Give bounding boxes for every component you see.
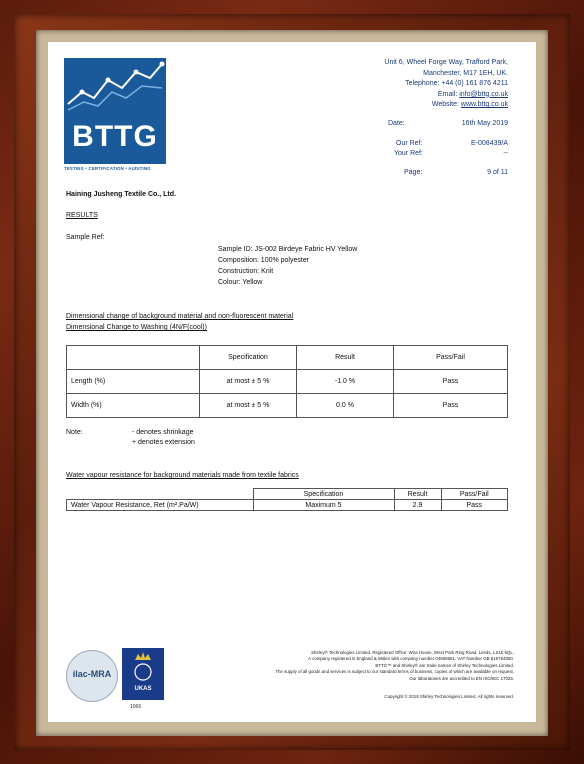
website-label: Website: xyxy=(431,101,461,108)
ukas-text: UKAS xyxy=(134,686,152,692)
table-header-row xyxy=(67,489,508,500)
table-cell: Pass xyxy=(394,370,508,394)
sample-id: Sample ID: JS-002 Birdeye Fabric HV Yellow xyxy=(218,246,358,253)
note-label: Note: xyxy=(66,429,83,436)
footer-line: A company registered in England & Wales with company number 04669651. VAT Number GB 816764800. xyxy=(308,656,514,662)
date-value: 16th May 2019 xyxy=(461,120,508,127)
row-label: Length (%) xyxy=(67,370,200,394)
header-cell: Pass/Fail xyxy=(394,346,508,370)
date-label: Date: xyxy=(388,120,405,127)
section2-title: Water vapour resistance for background materials made from textile fabrics xyxy=(66,472,299,479)
table-row xyxy=(67,394,508,418)
table-cell: Maximum 5 xyxy=(253,500,394,511)
ourref-value: E-008439/A xyxy=(471,140,508,147)
sample-ref-label: Sample Ref: xyxy=(66,234,105,241)
ilac-text: ilac-MRA xyxy=(72,669,112,679)
header-cell xyxy=(67,489,254,500)
copyright: Copyright © 2019 Shirley Technologies Limited. All rights reserved. xyxy=(384,694,514,699)
sample-composition: Composition: 100% polyester xyxy=(218,257,310,264)
table-cell: at most ± 5 % xyxy=(200,394,297,418)
certificate-page xyxy=(48,42,536,722)
yourref-label: Your Ref: xyxy=(394,150,423,157)
telephone: Telephone: +44 (0) 161 876 4211 xyxy=(405,80,508,87)
address-line-2: Manchester, M17 1EH, UK. xyxy=(423,69,508,77)
page-value: 9 of 11 xyxy=(487,169,508,176)
header-cell: Result xyxy=(297,346,394,370)
address-line-1: Unit 6, Wheel Forge Way, Trafford Park, xyxy=(384,59,508,66)
logo-tagline: TESTING • CERTIFICATION • AUDITING xyxy=(64,166,151,171)
footer-text xyxy=(275,650,514,682)
page-label: Page: xyxy=(404,169,423,176)
bttg-logo xyxy=(64,58,166,164)
note-line-1: - denotes shrinkage xyxy=(132,429,194,436)
table-cell: at most ± 5 % xyxy=(200,370,297,394)
row-label: Water Vapour Resistance, Ret (m².Pa/W) xyxy=(67,500,254,511)
email-link[interactable]: info@bttg.co.uk xyxy=(459,90,508,98)
header-cell: Specification xyxy=(253,489,394,500)
crown-icon xyxy=(122,648,164,684)
email-label: Email: xyxy=(437,90,460,98)
ourref-label: Our Ref: xyxy=(396,140,423,147)
ukas-logo xyxy=(122,648,164,700)
client-name: Haining Jusheng Textile Co., Ltd. xyxy=(66,191,176,198)
table-cell: Pass xyxy=(394,394,508,418)
table-row xyxy=(67,500,508,511)
section1-title: Dimensional change of background material and non-fluorescent material xyxy=(66,313,294,320)
yourref-value: -- xyxy=(503,150,508,157)
logo-text: BTTG xyxy=(72,120,158,153)
table-row xyxy=(67,370,508,394)
sample-construction: Construction: Knit xyxy=(218,268,274,275)
section1-subtitle: Dimensional Change to Washing (4N/F(cool)) xyxy=(66,324,207,331)
table-cell: 0.0 % xyxy=(297,394,394,418)
header-cell: Pass/Fail xyxy=(441,489,508,500)
ukas-number: 1066 xyxy=(130,704,142,710)
footer-line: Shirley® Technologies Limited. Registered Office: Wira House, West Park Ring Road, Leeds, LS16 6QL. xyxy=(311,650,514,655)
footer-line: Our laboratories are accredited to EN ISO/IEC 17025. xyxy=(409,675,514,681)
sample-colour: Colour: Yellow xyxy=(218,279,263,286)
table-header-row xyxy=(67,346,508,370)
water-vapour-table xyxy=(66,488,508,511)
footer-line: The supply of all goods and services is subject to our standard terms of business, copies of which are available on request. xyxy=(275,669,514,675)
table-cell: Pass xyxy=(441,500,508,511)
table-cell: 2.9 xyxy=(394,500,441,511)
address-block xyxy=(384,58,508,111)
results-heading: RESULTS xyxy=(66,212,98,219)
dimensional-change-table xyxy=(66,345,508,418)
note-line-2: + denotes extension xyxy=(132,439,195,446)
website-link[interactable]: www.bttg.co.uk xyxy=(460,101,508,108)
header-cell: Specification xyxy=(200,346,297,370)
row-label: Width (%) xyxy=(67,394,200,418)
header-cell: Result xyxy=(394,489,441,500)
table-cell: -1.0 % xyxy=(297,370,394,394)
ilac-mra-logo xyxy=(66,650,118,702)
footer-line: BTTG™ and Shirley® are trade names of Shirley Technologies Limited. xyxy=(375,662,514,668)
chart-line-icon xyxy=(64,58,166,118)
header-cell xyxy=(67,346,200,370)
